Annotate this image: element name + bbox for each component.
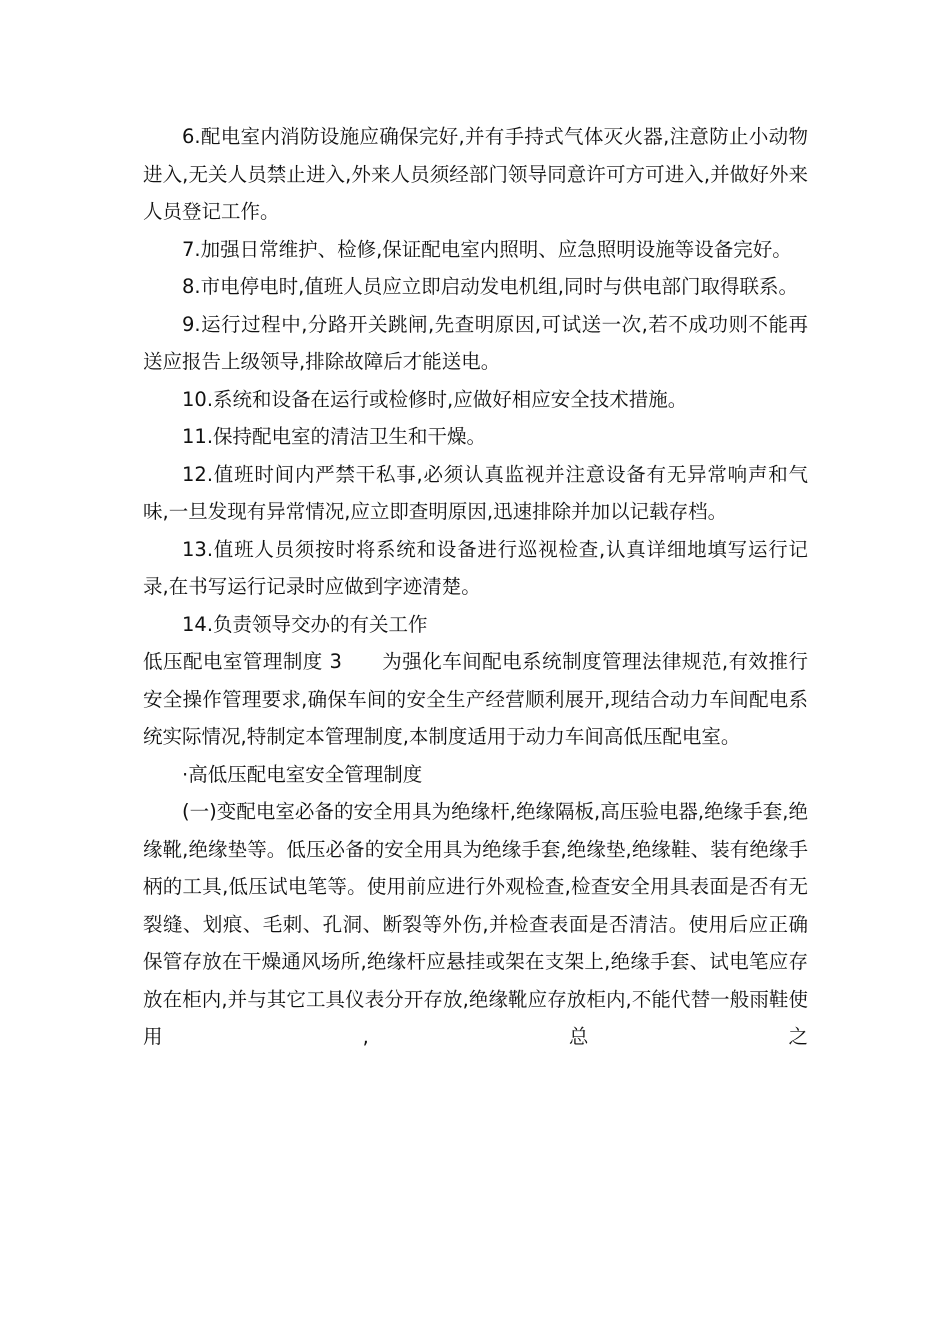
paragraph-rule-9: 9.运行过程中,分路开关跳闸,先查明原因,可试送一次,若不成功则不能再送应报告上级领导,排除故障后才能送电。 — [143, 312, 808, 373]
section-intro-paragraph: 低压配电室管理制度 3 为强化车间配电系统制度管理法律规范,有效推行安全操作管理要求,确保车间的安全生产经营顺利展开,现结合动力车间配电系统实际情况,特制定本管理制度,本制度适用于动力车间高低压配电室。 — [143, 650, 808, 748]
paragraph-rule-12: 12.值班时间内严禁干私事,必须认真监视并注意设备有无异常响声和气味,一旦发现有异常情况,应立即查明原因,迅速排除并加以记载存档。 — [143, 462, 808, 523]
paragraph-safety-tools: (一)变配电室必备的安全用具为绝缘杆,绝缘隔板,高压验电器,绝缘手套,绝缘靴,绝缘垫等。低压必备的安全用具为绝缘手套,绝缘垫,绝缘鞋、装有绝缘手柄的工具,低压试电笔等。使用前应进行外观检查,检查安全用具表面是否有无裂缝、划痕、毛刺、孔洞、断裂等外伤,并检查表面是否清洁。使用后应正确保管存放在干燥通风场所,绝缘杆应悬挂或架在支架上,绝缘手套、试电笔应存放在柜内,并与其它工具仪表分开存放,绝缘靴应存放柜内,不能代替一般雨鞋使用,总之 — [143, 800, 808, 1048]
paragraph-rule-11: 11.保持配电室的清洁卫生和干燥。 — [182, 425, 487, 448]
paragraph-rule-13: 13.值班人员须按时将系统和设备进行巡视检查,认真详细地填写运行记录,在书写运行记录时应做到字迹清楚。 — [143, 537, 808, 598]
paragraph-rule-6: 6.配电室内消防设施应确保完好,并有手持式气体灭火器,注意防止小动物进入,无关人员禁止进入,外来人员须经部门领导同意许可方可进入,并做好外来人员登记工作。 — [143, 125, 808, 223]
paragraph-rule-14: 14.负责领导交办的有关工作 — [182, 612, 428, 636]
paragraph-rule-10: 10.系统和设备在运行或检修时,应做好相应安全技术措施。 — [182, 387, 688, 411]
paragraph-rule-8: 8.市电停电时,值班人员应立即启动发电机组,同时与供电部门取得联系。 — [182, 275, 799, 298]
paragraph-rule-7: 7.加强日常维护、检修,保证配电室内照明、应急照明设施等设备完好。 — [182, 237, 792, 261]
section-heading: ·高低压配电室安全管理制度 — [182, 762, 423, 786]
document-body — [143, 118, 808, 1056]
